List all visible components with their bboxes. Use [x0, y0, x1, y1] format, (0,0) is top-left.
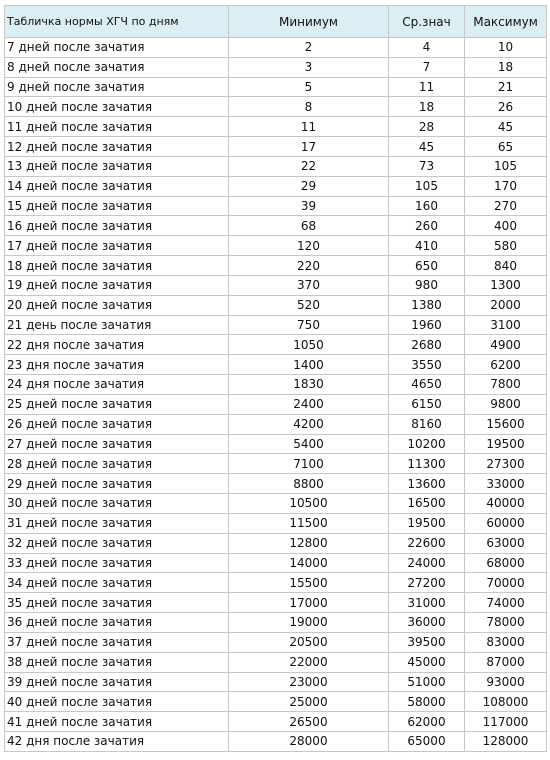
cell-day: 27 дней после зачатия [5, 434, 229, 454]
table-row [5, 474, 547, 494]
cell-average: 10200 [389, 434, 465, 454]
cell-average: 22600 [389, 533, 465, 553]
cell-average: 24000 [389, 553, 465, 573]
cell-average: 73 [389, 156, 465, 176]
cell-average: 36000 [389, 613, 465, 633]
cell-maximum: 270 [465, 196, 547, 216]
table-row [5, 434, 547, 454]
cell-maximum: 68000 [465, 553, 547, 573]
cell-average: 27200 [389, 573, 465, 593]
cell-maximum: 400 [465, 216, 547, 236]
cell-maximum: 21 [465, 77, 547, 97]
table-row [5, 454, 547, 474]
cell-average: 16500 [389, 494, 465, 514]
cell-day: 19 дней после зачатия [5, 275, 229, 295]
table-row [5, 97, 547, 117]
cell-day: 33 дней после зачатия [5, 553, 229, 573]
table-row [5, 533, 547, 553]
cell-average: 4650 [389, 375, 465, 395]
cell-maximum: 18 [465, 57, 547, 77]
cell-day: 23 дня после зачатия [5, 355, 229, 375]
cell-maximum: 65 [465, 137, 547, 157]
cell-minimum: 750 [229, 315, 389, 335]
cell-average: 650 [389, 256, 465, 276]
table-row [5, 731, 547, 751]
cell-maximum: 7800 [465, 375, 547, 395]
cell-minimum: 220 [229, 256, 389, 276]
table-row [5, 494, 547, 514]
cell-average: 65000 [389, 731, 465, 751]
cell-day: 30 дней после зачатия [5, 494, 229, 514]
cell-day: 16 дней после зачатия [5, 216, 229, 236]
cell-average: 18 [389, 97, 465, 117]
cell-minimum: 8 [229, 97, 389, 117]
table-row [5, 513, 547, 533]
cell-minimum: 7100 [229, 454, 389, 474]
table-row [5, 216, 547, 236]
cell-day: 42 дня после зачатия [5, 731, 229, 751]
table-row [5, 355, 547, 375]
cell-day: 41 дней после зачатия [5, 712, 229, 732]
cell-day: 24 дня после зачатия [5, 375, 229, 395]
cell-day: 25 дней после зачатия [5, 394, 229, 414]
cell-minimum: 22000 [229, 652, 389, 672]
table-row [5, 137, 547, 157]
cell-minimum: 2 [229, 38, 389, 58]
table-row [5, 712, 547, 732]
cell-day: 31 дней после зачатия [5, 513, 229, 533]
cell-day: 26 дней после зачатия [5, 414, 229, 434]
cell-average: 410 [389, 236, 465, 256]
cell-maximum: 60000 [465, 513, 547, 533]
table-row [5, 156, 547, 176]
cell-maximum: 93000 [465, 672, 547, 692]
cell-minimum: 1400 [229, 355, 389, 375]
cell-minimum: 19000 [229, 613, 389, 633]
cell-average: 13600 [389, 474, 465, 494]
hcg-norms-sheet [4, 5, 546, 752]
table-row [5, 236, 547, 256]
cell-average: 62000 [389, 712, 465, 732]
cell-average: 260 [389, 216, 465, 236]
cell-day: 18 дней после зачатия [5, 256, 229, 276]
table-row [5, 117, 547, 137]
cell-day: 21 день после зачатия [5, 315, 229, 335]
cell-maximum: 83000 [465, 632, 547, 652]
cell-maximum: 40000 [465, 494, 547, 514]
cell-minimum: 4200 [229, 414, 389, 434]
table-row [5, 176, 547, 196]
cell-minimum: 370 [229, 275, 389, 295]
cell-minimum: 120 [229, 236, 389, 256]
cell-maximum: 63000 [465, 533, 547, 553]
cell-minimum: 1830 [229, 375, 389, 395]
table-body [5, 38, 547, 752]
table-row [5, 652, 547, 672]
cell-average: 45000 [389, 652, 465, 672]
cell-day: 12 дней после зачатия [5, 137, 229, 157]
cell-average: 160 [389, 196, 465, 216]
table-row [5, 275, 547, 295]
cell-minimum: 10500 [229, 494, 389, 514]
header-row [5, 6, 547, 38]
header-average: Ср.знач [389, 6, 465, 38]
cell-maximum: 3100 [465, 315, 547, 335]
cell-maximum: 15600 [465, 414, 547, 434]
cell-day: 40 дней после зачатия [5, 692, 229, 712]
cell-average: 105 [389, 176, 465, 196]
cell-minimum: 17000 [229, 593, 389, 613]
cell-maximum: 108000 [465, 692, 547, 712]
cell-minimum: 23000 [229, 672, 389, 692]
cell-maximum: 128000 [465, 731, 547, 751]
cell-maximum: 87000 [465, 652, 547, 672]
cell-minimum: 12800 [229, 533, 389, 553]
table-row [5, 315, 547, 335]
cell-average: 11300 [389, 454, 465, 474]
cell-maximum: 19500 [465, 434, 547, 454]
table-row [5, 692, 547, 712]
table-row [5, 553, 547, 573]
table-row [5, 77, 547, 97]
cell-minimum: 20500 [229, 632, 389, 652]
hcg-norms-table [4, 5, 547, 752]
cell-minimum: 14000 [229, 553, 389, 573]
cell-average: 4 [389, 38, 465, 58]
table-row [5, 57, 547, 77]
cell-day: 38 дней после зачатия [5, 652, 229, 672]
cell-maximum: 580 [465, 236, 547, 256]
cell-maximum: 117000 [465, 712, 547, 732]
cell-average: 1960 [389, 315, 465, 335]
cell-minimum: 8800 [229, 474, 389, 494]
cell-day: 36 дней после зачатия [5, 613, 229, 633]
cell-average: 7 [389, 57, 465, 77]
cell-average: 19500 [389, 513, 465, 533]
cell-average: 28 [389, 117, 465, 137]
cell-day: 22 дня после зачатия [5, 335, 229, 355]
cell-maximum: 9800 [465, 394, 547, 414]
table-row [5, 335, 547, 355]
cell-day: 8 дней после зачатия [5, 57, 229, 77]
cell-average: 39500 [389, 632, 465, 652]
cell-day: 34 дней после зачатия [5, 573, 229, 593]
table-row [5, 593, 547, 613]
cell-maximum: 26 [465, 97, 547, 117]
table-row [5, 672, 547, 692]
cell-minimum: 1050 [229, 335, 389, 355]
cell-minimum: 39 [229, 196, 389, 216]
cell-day: 35 дней после зачатия [5, 593, 229, 613]
cell-average: 11 [389, 77, 465, 97]
cell-average: 58000 [389, 692, 465, 712]
cell-maximum: 78000 [465, 613, 547, 633]
cell-maximum: 170 [465, 176, 547, 196]
cell-maximum: 27300 [465, 454, 547, 474]
cell-maximum: 33000 [465, 474, 547, 494]
cell-minimum: 11 [229, 117, 389, 137]
header-maximum: Максимум [465, 6, 547, 38]
cell-day: 28 дней после зачатия [5, 454, 229, 474]
table-row [5, 196, 547, 216]
cell-minimum: 22 [229, 156, 389, 176]
cell-day: 32 дней после зачатия [5, 533, 229, 553]
cell-day: 17 дней после зачатия [5, 236, 229, 256]
cell-minimum: 11500 [229, 513, 389, 533]
table-header [5, 6, 547, 38]
cell-maximum: 70000 [465, 573, 547, 593]
cell-minimum: 5 [229, 77, 389, 97]
cell-average: 51000 [389, 672, 465, 692]
table-row [5, 414, 547, 434]
table-row [5, 295, 547, 315]
cell-average: 3550 [389, 355, 465, 375]
cell-maximum: 10 [465, 38, 547, 58]
cell-day: 13 дней после зачатия [5, 156, 229, 176]
cell-day: 39 дней после зачатия [5, 672, 229, 692]
table-row [5, 573, 547, 593]
cell-day: 37 дней после зачатия [5, 632, 229, 652]
cell-day: 14 дней после зачатия [5, 176, 229, 196]
cell-day: 9 дней после зачатия [5, 77, 229, 97]
cell-minimum: 68 [229, 216, 389, 236]
cell-average: 1380 [389, 295, 465, 315]
cell-maximum: 45 [465, 117, 547, 137]
cell-day: 7 дней после зачатия [5, 38, 229, 58]
cell-average: 980 [389, 275, 465, 295]
table-row [5, 394, 547, 414]
cell-minimum: 5400 [229, 434, 389, 454]
table-row [5, 632, 547, 652]
cell-day: 10 дней после зачатия [5, 97, 229, 117]
cell-day: 29 дней после зачатия [5, 474, 229, 494]
cell-maximum: 2000 [465, 295, 547, 315]
cell-minimum: 2400 [229, 394, 389, 414]
table-row [5, 375, 547, 395]
cell-maximum: 74000 [465, 593, 547, 613]
cell-day: 11 дней после зачатия [5, 117, 229, 137]
table-row [5, 38, 547, 58]
cell-average: 45 [389, 137, 465, 157]
cell-minimum: 25000 [229, 692, 389, 712]
cell-minimum: 15500 [229, 573, 389, 593]
cell-minimum: 3 [229, 57, 389, 77]
cell-maximum: 1300 [465, 275, 547, 295]
cell-maximum: 4900 [465, 335, 547, 355]
cell-average: 31000 [389, 593, 465, 613]
cell-minimum: 26500 [229, 712, 389, 732]
cell-average: 2680 [389, 335, 465, 355]
table-row [5, 613, 547, 633]
cell-minimum: 17 [229, 137, 389, 157]
header-minimum: Минимум [229, 6, 389, 38]
cell-average: 6150 [389, 394, 465, 414]
cell-average: 8160 [389, 414, 465, 434]
table-row [5, 256, 547, 276]
header-days: Табличка нормы ХГЧ по дням [5, 6, 229, 38]
cell-minimum: 29 [229, 176, 389, 196]
cell-maximum: 105 [465, 156, 547, 176]
cell-minimum: 28000 [229, 731, 389, 751]
cell-maximum: 840 [465, 256, 547, 276]
cell-minimum: 520 [229, 295, 389, 315]
cell-day: 15 дней после зачатия [5, 196, 229, 216]
cell-maximum: 6200 [465, 355, 547, 375]
cell-day: 20 дней после зачатия [5, 295, 229, 315]
